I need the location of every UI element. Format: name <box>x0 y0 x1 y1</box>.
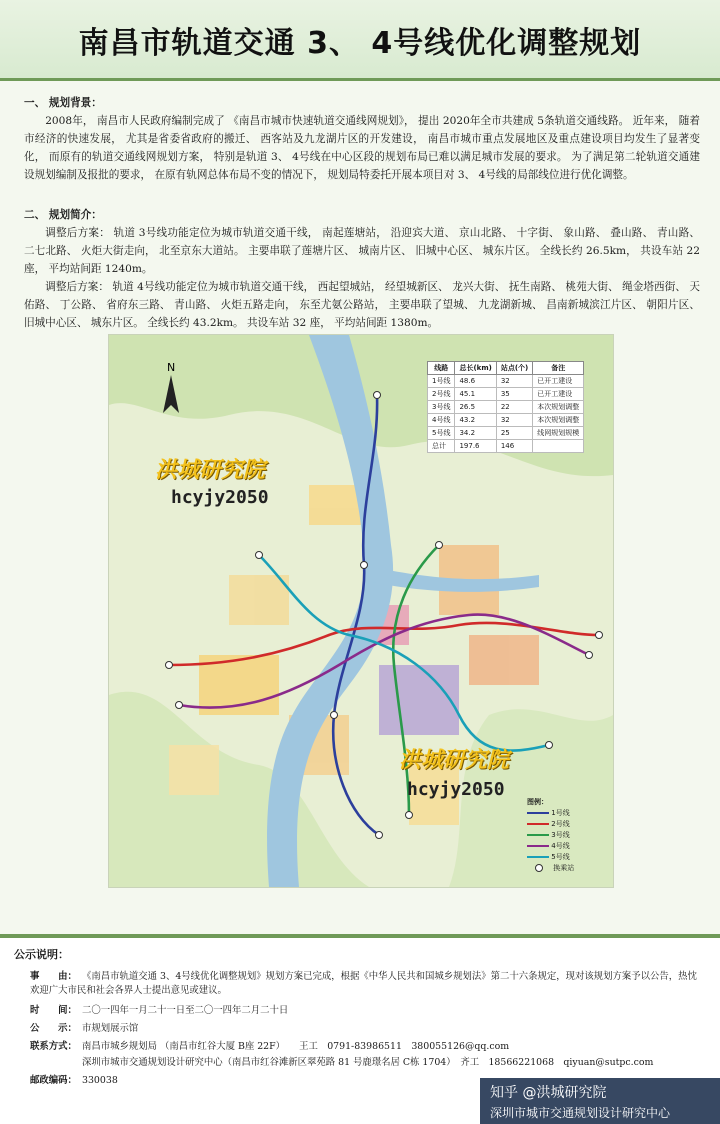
table-cell: 已开工建设 <box>533 388 584 401</box>
table-cell: 35 <box>496 388 532 401</box>
table-cell: 1号线 <box>428 375 455 388</box>
table-cell: 32 <box>496 414 532 427</box>
legend-item <box>527 830 603 841</box>
notice-label: 事 由： <box>30 971 77 982</box>
background-text: 2008年， 南昌市人民政府编制完成了 《南昌市城市快速轨道交通线网规划》， 提出 2020年全市共建成 5条轨道交通线路。 近年来， 随着市经济的快速发展， 尤其是省委省政府的搬迁、 西客站及九龙湖片区的开发建设， 南昌市城市重点发展地区及重点建设项目均发生了显著变化， 而原有的轨道交通线网规划方案， 特别是轨道 3、 4号线在中心区段的规划布局已难以满足城市发展的要求。 为了满足第二轮轨道交通建设规划编制及报批的要求， 在原有轨网总体布局不变的情况下， 规划局特委托开展本项目对 3、 4号线的局部线位进行优化调整。 <box>24 115 700 181</box>
table-cell: 已开工建设 <box>533 375 584 388</box>
table-row <box>428 401 584 414</box>
map-legend <box>527 797 603 874</box>
legend-label: 2号线 <box>551 820 570 828</box>
legend-item <box>527 841 603 852</box>
watermark-text: 洪城研究院 <box>155 457 266 483</box>
intro-heading: 二、 规划简介： <box>24 209 102 221</box>
notice-label: 邮政编码： <box>30 1075 77 1086</box>
table-cell: 48.6 <box>455 375 496 388</box>
table-cell: 2号线 <box>428 388 455 401</box>
notice-zip: 330038 <box>82 1075 118 1086</box>
table-cell: 22 <box>496 401 532 414</box>
notice-contact-row <box>30 1040 700 1054</box>
table-cell: 3号线 <box>428 401 455 414</box>
legend-item <box>527 863 603 874</box>
table-row <box>428 440 584 453</box>
notice-label: 时 间： <box>30 1005 77 1016</box>
table-cell: 34.2 <box>455 427 496 440</box>
notice-heading: 公示说明： <box>14 948 69 961</box>
legend-label: 换乘站 <box>553 864 575 872</box>
watermark-code-2: hcyjy2050 <box>407 779 505 800</box>
legend-label: 5号线 <box>551 853 570 861</box>
legend-label: 3号线 <box>551 831 570 839</box>
page-title: 南昌市轨道交通 3、 4号线优化调整规划 <box>78 26 642 61</box>
intro-line4: 调整后方案： 轨道 4号线功能定位为城市轨道交通干线， 西起望城站， 经望城新区、 龙兴大街、 抚生南路、 桃苑大街、 绳金塔西街、 天佑路、 丁公路、 省府东三路、 青山路、 火炬五路走向， 东至尤氨公路站， 主要串联了望城、 九龙湖新城、 昌南新城滨江片区、 朝阳片区、 旧城中心区、 城东片区。 全线长约 43.2km。 共设车站 32 座， 平均站间距 1380m。 <box>24 281 700 329</box>
watermark-code: hcyjy2050 <box>171 487 269 508</box>
legend-swatch <box>527 812 549 814</box>
notice-label: 公 示： <box>30 1023 77 1034</box>
intro-section <box>24 206 700 332</box>
legend-item <box>527 852 603 863</box>
table-row <box>428 375 584 388</box>
notice-time-row <box>30 1004 700 1018</box>
notice-time: 二〇一四年一月二十一日至二〇一四年二月二十日 <box>82 1005 289 1016</box>
table-cell: 总计 <box>428 440 455 453</box>
legend-swatch <box>527 823 549 825</box>
attribution-banner <box>480 1078 720 1124</box>
intro-line3: 调整后方案： 轨道 3号线功能定位为城市轨道交通干线， 南起莲塘站， 沿迎宾大道、 京山北路、 十字街、 象山路、 叠山路、 青山路、 二七北路、 火炬大街走向， 北至京东大道站。 主要串联了莲塘片区、 城南片区、 旧城中心区、 城东片区。 全线长约 26.5km， 共设车站 22 座， 平均站间距 1240m。 <box>24 227 700 275</box>
background-heading: 一、 规划背景： <box>24 97 102 109</box>
notice-panel <box>0 934 720 1124</box>
legend-label: 1号线 <box>551 809 570 817</box>
table-header: 线路 <box>428 362 455 375</box>
table-cell: 146 <box>496 440 532 453</box>
table-cell: 45.1 <box>455 388 496 401</box>
legend-label: 4号线 <box>551 842 570 850</box>
rail-map <box>108 334 614 888</box>
table-header-row <box>428 362 584 375</box>
notice-matter-row <box>30 970 700 998</box>
legend-swatch <box>527 834 549 836</box>
notice-place-row <box>30 1022 700 1036</box>
table-cell: 4号线 <box>428 414 455 427</box>
table-cell: 26.5 <box>455 401 496 414</box>
watermark-text-2: 洪城研究院 <box>399 747 510 773</box>
legend-swatch <box>527 856 549 858</box>
table-cell: 25 <box>496 427 532 440</box>
line-stats-table <box>427 361 584 453</box>
table-header: 备注 <box>533 362 584 375</box>
table-cell: 197.6 <box>455 440 496 453</box>
legend-swatch <box>527 845 549 847</box>
table-row <box>428 414 584 427</box>
table-cell: 线网规划规模 <box>533 427 584 440</box>
notice-matter: 《南昌市轨道交通 3、4号线优化调整规划》规划方案已完成，根据《中华人民共和国城乡规划法》第二十六条规定，现对该规划方案予以公告，热忱欢迎广大市民和社会各界人士提出意见或建议。 <box>30 971 697 996</box>
legend-title: 图例： <box>527 798 548 806</box>
title-bar <box>0 0 720 81</box>
table-cell: 43.2 <box>455 414 496 427</box>
attribution-line-2: 深圳市城市交通规划设计研究中心 <box>490 1106 671 1120</box>
table-header: 站点(个) <box>496 362 532 375</box>
notice-contact-2: 深圳市城市交通规划设计研究中心（南昌市红谷滩新区翠苑路 81 号鹿璟名居 C栋 1704） 齐工 18566221068 qiyuan@sutpc.com <box>82 1057 654 1068</box>
notice-label: 联系方式： <box>30 1041 77 1052</box>
notice-contact-1: 南昌市城乡规划局 （南昌市红谷大厦 B座 22F） 王工 0791-83986511 380055126@qq.com <box>82 1041 510 1052</box>
table-cell: 本次规划调整 <box>533 401 584 414</box>
table-cell: 本次规划调整 <box>533 414 584 427</box>
north-label: N <box>167 361 176 374</box>
legend-item <box>527 808 603 819</box>
background-section <box>24 94 700 184</box>
table-cell: 5号线 <box>428 427 455 440</box>
table-row <box>428 427 584 440</box>
table-row <box>428 388 584 401</box>
legend-item <box>527 819 603 830</box>
table-cell: 32 <box>496 375 532 388</box>
table-header: 总长(km) <box>455 362 496 375</box>
notice-place: 市规划展示馆 <box>82 1023 139 1034</box>
transfer-station-icon <box>535 864 543 872</box>
table-cell <box>533 440 584 453</box>
attribution-line-1: 知乎 @洪城研究院 <box>490 1085 607 1101</box>
